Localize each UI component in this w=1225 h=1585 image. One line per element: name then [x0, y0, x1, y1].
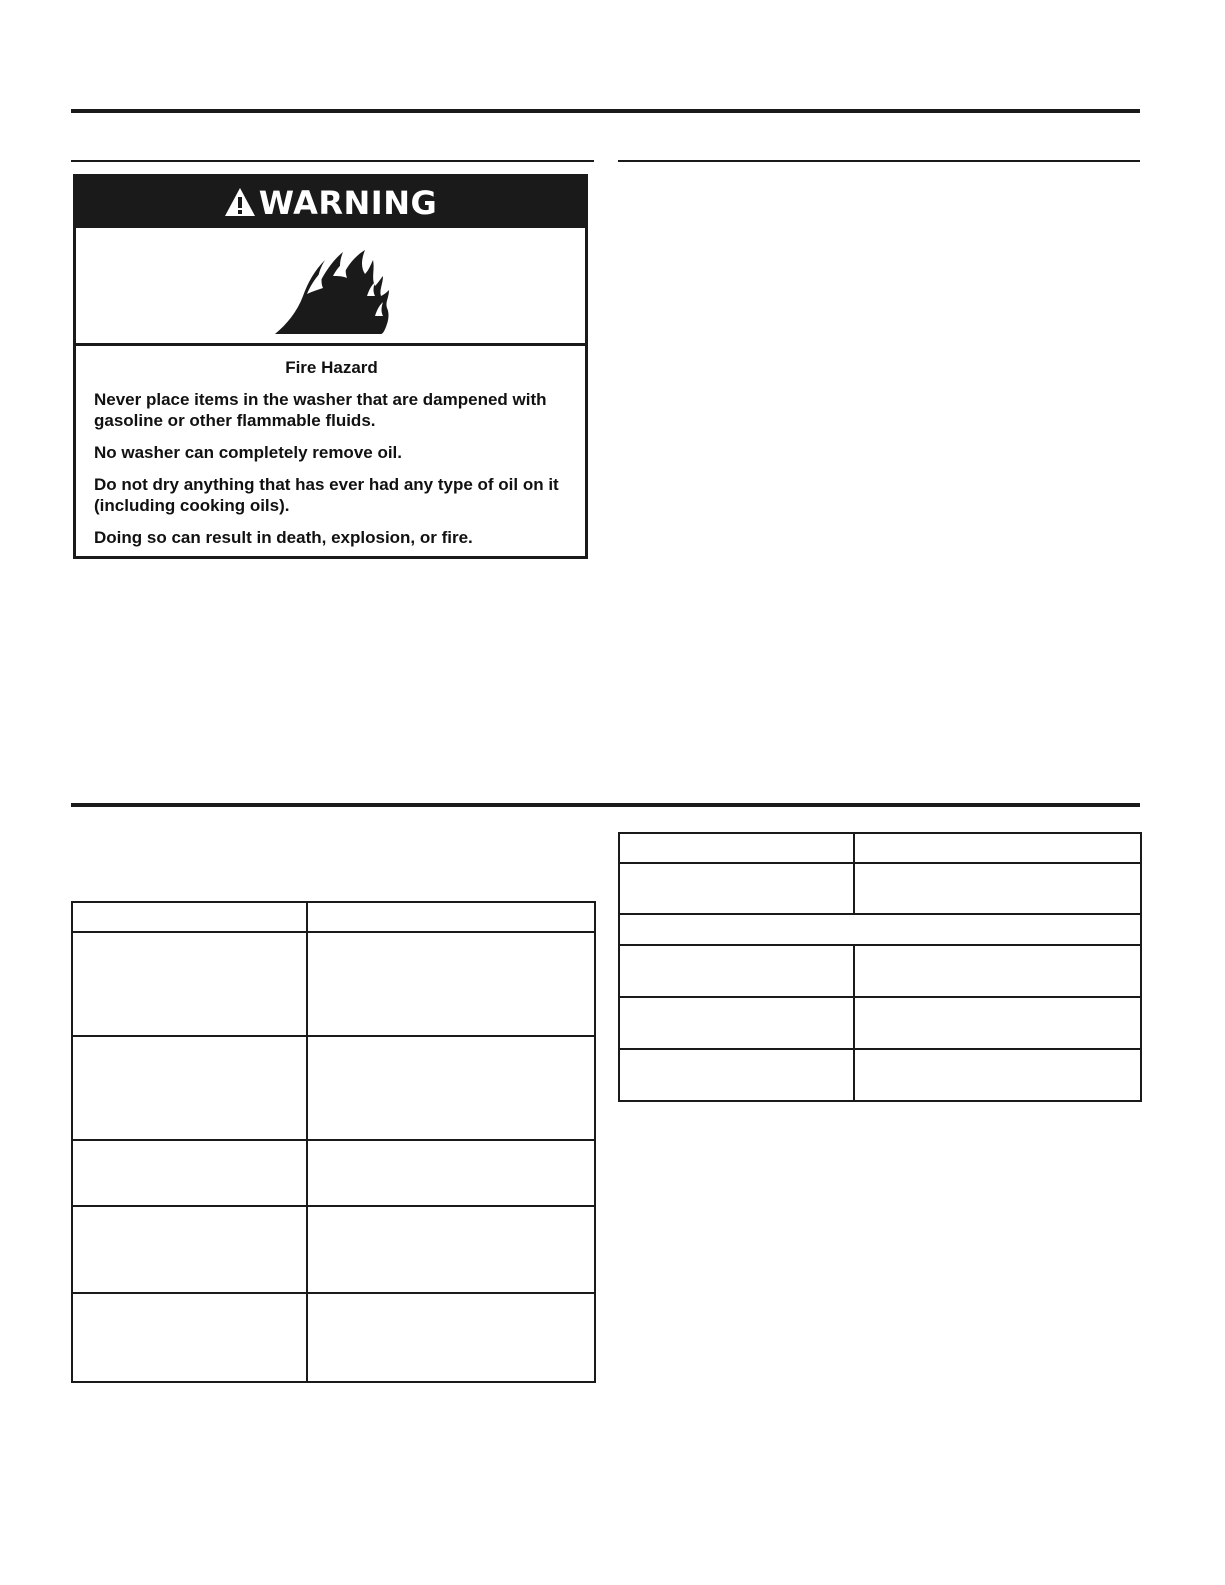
table-cell — [307, 1293, 595, 1382]
table-row — [72, 1036, 595, 1140]
table-cell — [307, 932, 595, 1036]
warning-line: Doing so can result in death, explosion, or fire. — [94, 528, 473, 547]
table-row — [619, 863, 1141, 914]
table-row — [72, 1293, 595, 1382]
table-row — [72, 1140, 595, 1206]
fire-symbol-panel — [76, 228, 585, 346]
table-cell — [619, 914, 1141, 945]
table-cell — [619, 833, 854, 863]
table-cell — [854, 997, 1141, 1049]
fire-hazard-warning — [73, 174, 588, 559]
table-cell — [307, 1036, 595, 1140]
warning-line: No washer can completely remove oil. — [94, 443, 403, 462]
table-row — [619, 1049, 1141, 1101]
table-cell — [72, 1036, 307, 1140]
table-cell — [307, 1206, 595, 1293]
table-cell — [854, 833, 1141, 863]
hazard-title: Fire Hazard — [285, 358, 378, 377]
table-cell — [854, 1049, 1141, 1101]
right-table — [618, 832, 1142, 1102]
table-cell — [72, 902, 307, 932]
left-column-rule — [71, 160, 594, 162]
table-cell — [619, 863, 854, 914]
warning-line: Never place items in the washer that are dampened with gasoline or other flammable fluids. — [94, 390, 547, 430]
table-cell — [72, 1206, 307, 1293]
table-header-row — [72, 902, 595, 932]
fire-icon — [271, 236, 391, 336]
top-rule — [71, 109, 1140, 113]
table-cell — [307, 902, 595, 932]
table-cell — [72, 1293, 307, 1382]
warning-header — [76, 177, 585, 228]
table-row — [619, 945, 1141, 997]
table-cell — [854, 863, 1141, 914]
table-cell — [619, 945, 854, 997]
table-row — [72, 932, 595, 1036]
table-row — [72, 1206, 595, 1293]
table-cell — [619, 997, 854, 1049]
table-header-row — [619, 833, 1141, 863]
table-cell — [854, 945, 1141, 997]
warning-signal-word: WARNING — [258, 183, 438, 222]
warning-line: Do not dry anything that has ever had any type of oil on it (including cooking oils). — [94, 475, 559, 515]
table-cell — [619, 1049, 854, 1101]
table-cell — [307, 1140, 595, 1206]
warning-triangle-icon — [224, 187, 256, 217]
section-rule — [71, 803, 1140, 807]
table-section-row — [619, 914, 1141, 945]
table-cell — [72, 1140, 307, 1206]
right-column-rule — [618, 160, 1140, 162]
table-cell — [72, 932, 307, 1036]
left-table — [71, 901, 596, 1383]
table-row — [619, 997, 1141, 1049]
warning-body — [76, 346, 585, 548]
